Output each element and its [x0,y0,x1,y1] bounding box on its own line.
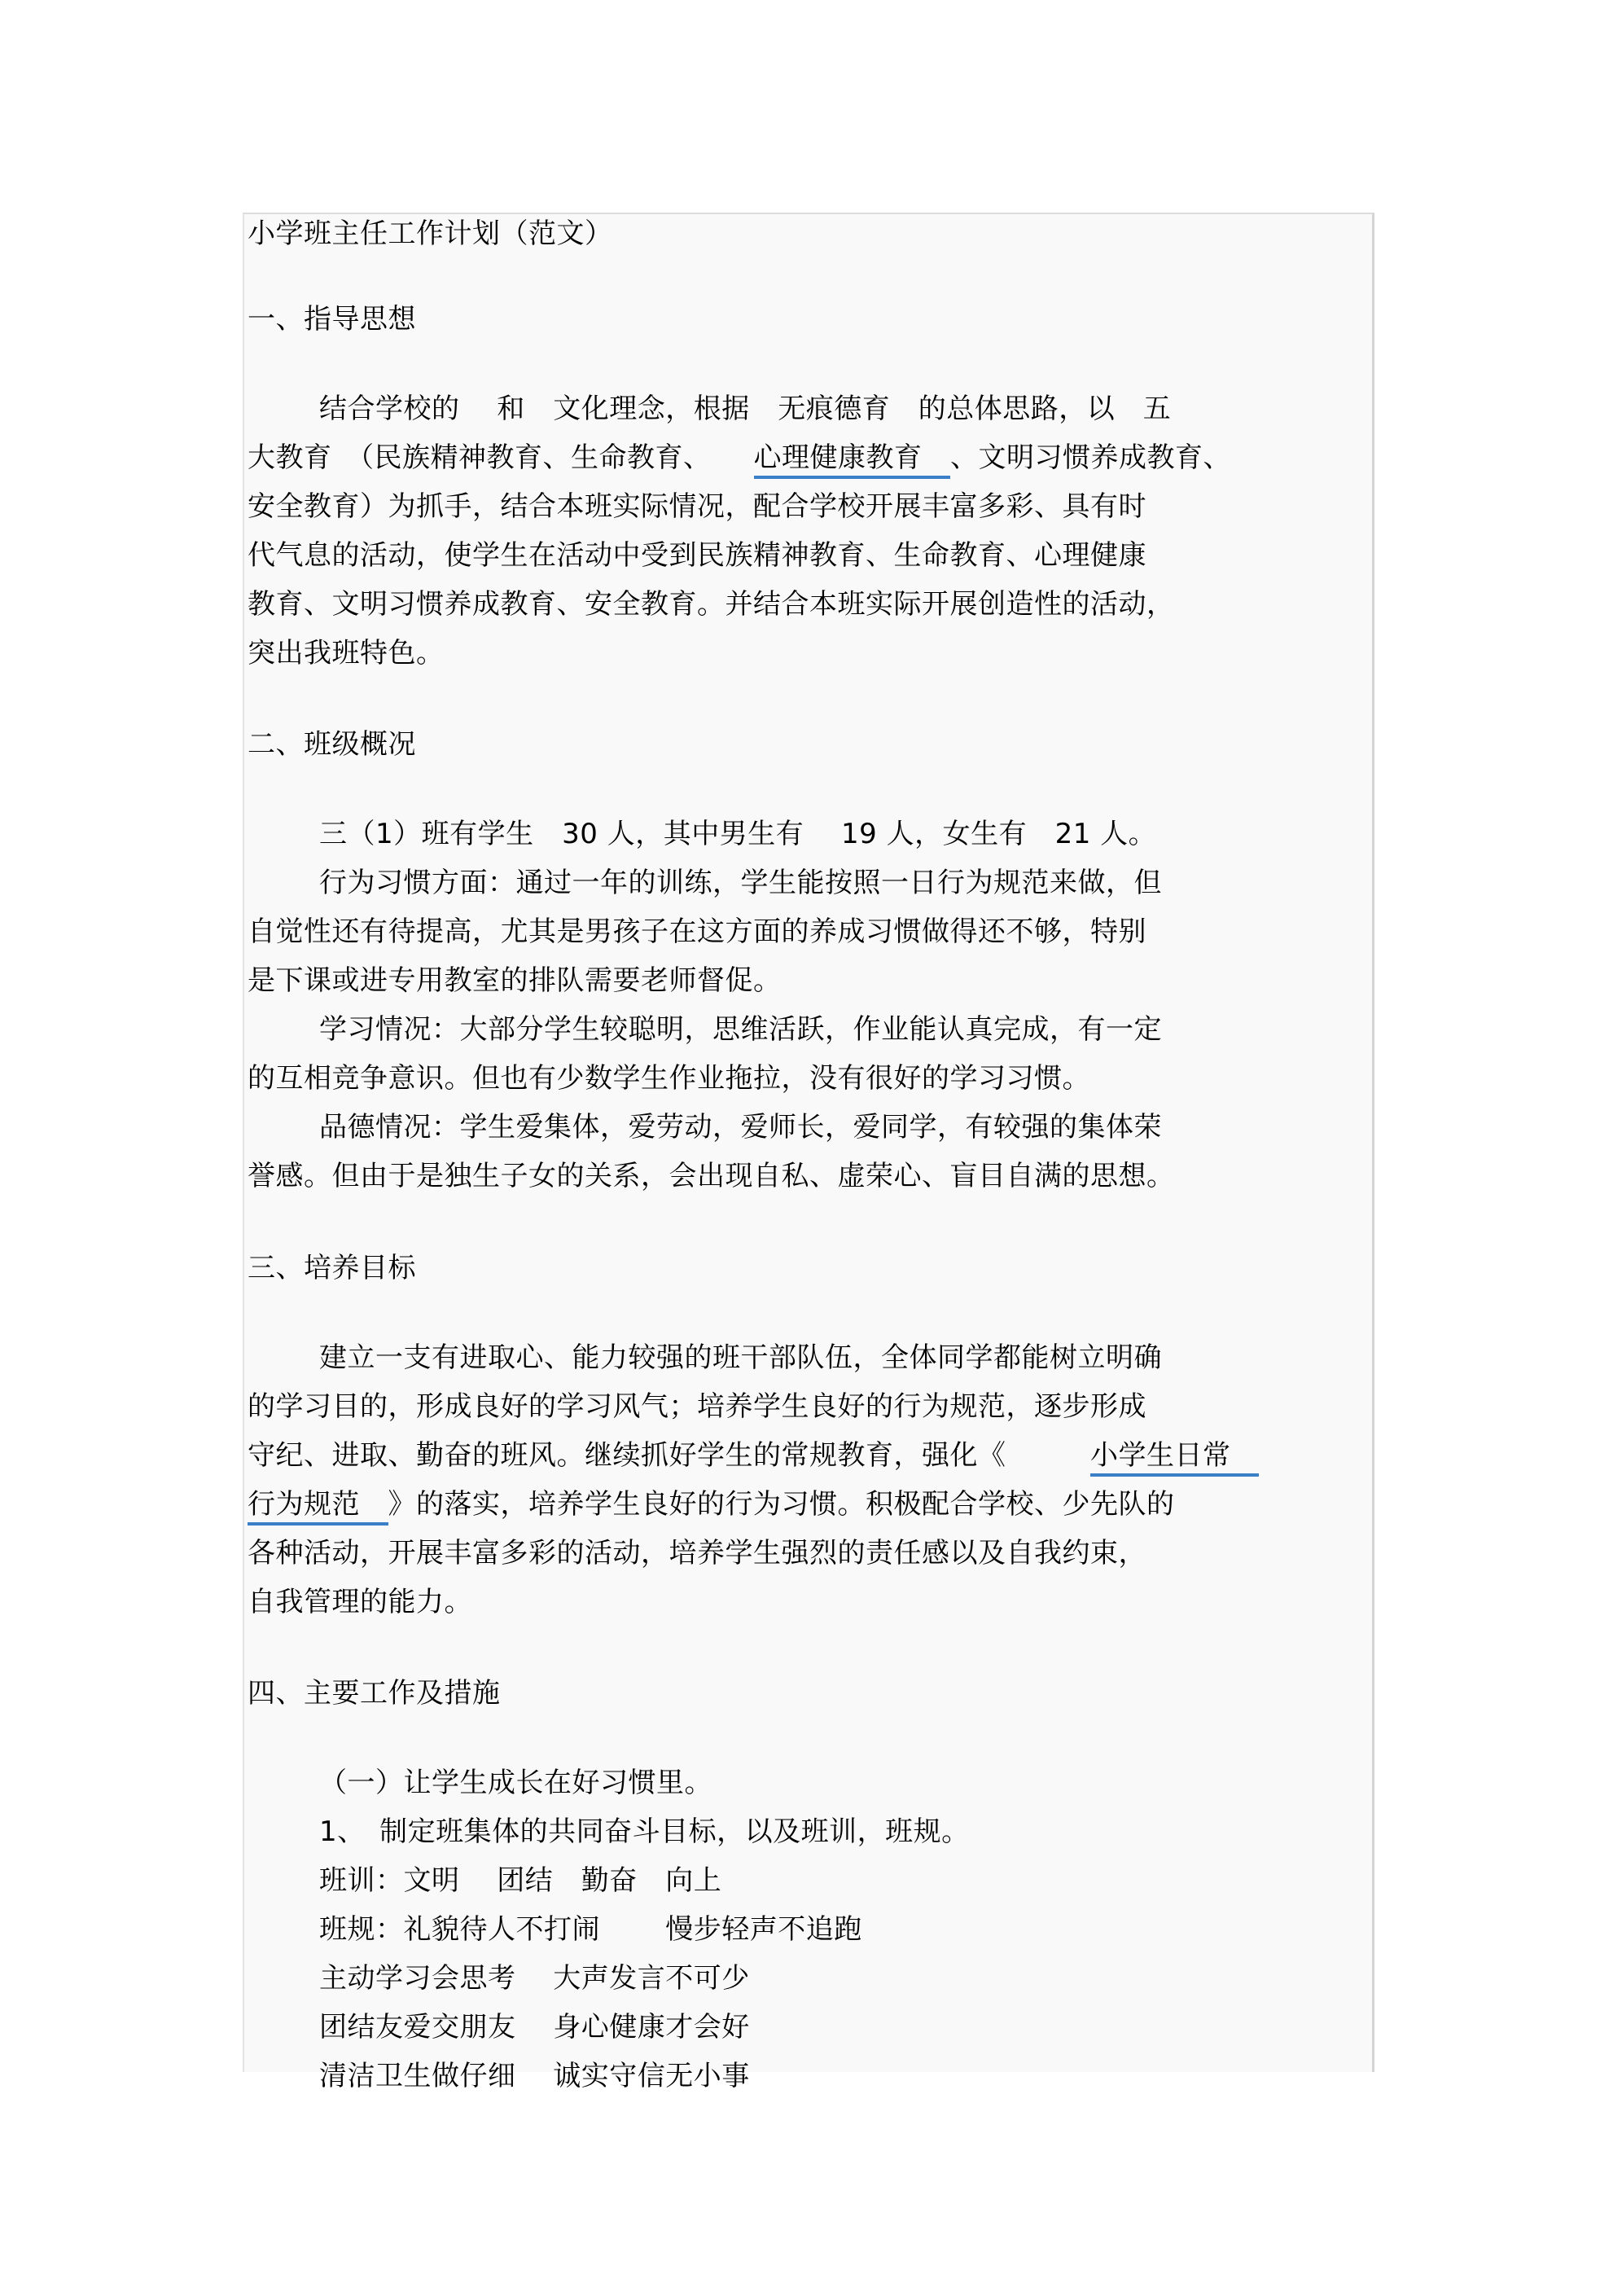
subheading-good-habits: （一）让学生成长在好习惯里。 [319,1767,712,1799]
paragraph-line: 代气息的活动，使学生在活动中受到民族精神教育、生命教育、心理健康 [248,539,1146,572]
paragraph-line: 各种活动，开展丰富多彩的活动，培养学生强烈的责任感以及自我约束， [248,1537,1146,1569]
paragraph-line: 守纪、进取、勤奋的班风。继续抓好学生的常规教育，强化《 小学生日常 [248,1438,1259,1473]
list-item: 1、 制定班集体的共同奋斗目标，以及班训，班规。 [319,1815,970,1848]
paragraph-line: 安全教育）为抓手，结合本班实际情况，配合学校开展丰富多彩、具有时 [248,490,1146,523]
paragraph-line: 教育、文明习惯养成教育、安全教育。并结合本班实际开展创造性的活动， [248,588,1175,621]
paragraph-line: 行为规范 》的落实，培养学生良好的行为习惯。积极配合学校、少先队的 [248,1486,1175,1522]
document-page [243,213,1374,2092]
paragraph-line: 学习情况：大部分学生较聪明，思维活跃，作业能认真完成，有一定 [319,1013,1162,1046]
paragraph-line: 三（1）班有学生 30 人，其中男生有 19 人，女生有 21 人。 [319,818,1157,850]
paragraph-line: 誉感。但由于是独生子女的关系，会出现自私、虚荣心、盲目自满的思想。 [248,1160,1175,1192]
document-title: 小学班主任工作计划（范文） [248,217,613,250]
paragraph-line: 建立一支有进取心、能力较强的班干部队伍，全体同学都能树立明确 [319,1341,1162,1374]
paragraph-line: 行为习惯方面：通过一年的训练，学生能按照一日行为规范来做，但 [319,867,1162,899]
paragraph-line: 自觉性还有待提高，尤其是男孩子在这方面的养成习惯做得还不够，特别 [248,915,1146,948]
class-rule: 主动学习会思考 大声发言不可少 [319,1962,750,1995]
paragraph-line: 的互相竞争意识。但也有少数学生作业拖拉，没有很好的学习习惯。 [248,1062,1090,1095]
section-heading-class-overview: 二、班级概况 [248,728,416,761]
paragraph-line: 自我管理的能力。 [248,1586,472,1618]
section-heading-main-work: 四、主要工作及措施 [248,1677,501,1710]
paragraph-line: 突出我班特色。 [248,637,445,669]
section-heading-guiding-ideology: 一、指导思想 [248,303,416,336]
section-heading-training-goals: 三、培养目标 [248,1252,416,1284]
class-motto: 班训：文明 团结 勤奋 向上 [319,1864,722,1897]
paragraph-line: 大教育 （民族精神教育、生命教育、 心理健康教育 、文明习惯养成教育、 [248,440,1231,476]
link-pupil-daily-code-part1[interactable]: 小学生日常 [1090,1439,1259,1477]
link-pupil-daily-code-part2[interactable]: 行为规范 [248,1488,388,1526]
class-rule: 团结友爱交朋友 身心健康才会好 [319,2011,750,2044]
class-rule: 班规：礼貌待人不打闹 慢步轻声不追跑 [319,1913,862,1946]
paragraph-line: 的学习目的，形成良好的学习风气；培养学生良好的行为规范，逐步形成 [248,1390,1146,1423]
paragraph-line: 结合学校的 和 文化理念，根据 无痕德育 的总体思路，以 五 [319,393,1172,425]
paragraph-line: 是下课或进专用教室的排队需要老师督促。 [248,964,782,997]
link-mental-health-education[interactable]: 心理健康教育 [754,441,951,479]
class-rule: 清洁卫生做仔细 诚实守信无小事 [319,2060,750,2092]
paragraph-line: 品德情况：学生爱集体，爱劳动，爱师长，爱同学，有较强的集体荣 [319,1111,1162,1144]
